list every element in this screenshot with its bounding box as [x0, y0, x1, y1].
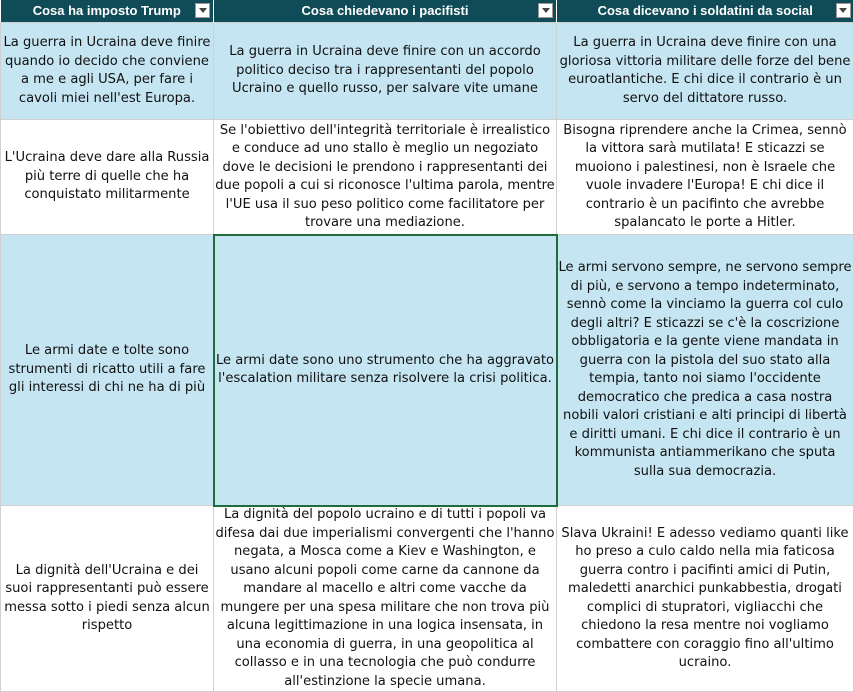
filter-dropdown-button[interactable] — [836, 3, 851, 18]
table-row — [1, 235, 853, 506]
cell-trump[interactable]: La dignità dell'Ucraina e dei suoi rappresentanti può essere messa sotto i piedi senza alcun rispetto — [1, 506, 214, 692]
cell-trump[interactable]: L'Ucraina deve dare alla Russia più terre di quelle che ha conquistato militarmente — [1, 120, 214, 235]
column-header-label: Cosa chiedevano i pacifisti — [302, 0, 469, 22]
cell-trump[interactable]: La guerra in Ucraina deve finire quando io decido che conviene a me e agli USA, per fare i cavoli miei nell'est Europa. — [1, 23, 214, 120]
cell-pacifisti[interactable]: La dignità del popolo ucraino e di tutti i popoli va difesa dai due imperialismi convergenti che l'hanno negata, a Mosca come a Kiev e Washington, e usano alcuni popoli come carne da cannone da mandare al macello e altri come vacche da mungere per una spesa militare che non trova più alcuna legittimazione in una logica insensata, in una economia di guerra, in una geopolitica al collasso e in una tecnologia che può condurre all'estinzione la specie umana. — [214, 506, 557, 692]
column-header-trump[interactable] — [1, 0, 214, 23]
header-row — [1, 0, 853, 23]
table-row — [1, 23, 853, 120]
cell-pacifisti[interactable]: La guerra in Ucraina deve finire con un accordo politico deciso tra i rappresentanti del popolo Ucraino e quello russo, per salvare vite umane — [214, 23, 557, 120]
cell-trump[interactable]: Le armi date e tolte sono strumenti di ricatto utili a fare gli interessi di chi ne ha di più — [1, 235, 214, 506]
column-header-label: Cosa dicevano i soldatini da social — [598, 0, 813, 22]
cell-pacifisti-selected[interactable]: Le armi date sono uno strumento che ha aggravato l'escalation militare senza risolvere la crisi politica. — [214, 235, 557, 506]
cell-soldatini[interactable]: Le armi servono sempre, ne servono sempre di più, e servono a tempo indeterminato, sennò come la vinciamo la guerra col culo degli altri? E sticazzi se c'è la coscrizione obbligatoria e la gente viene mandata in guerra con la pistola del suo stato alla tempia, tanto noi siamo l'occidente democratico che predica a casa nostra nobili valori cristiani e alti principi di libertà e diritti umani. E chi dice il contrario è un kommunista antiammerikano che sputa sulla sua democrazia. — [557, 235, 853, 506]
chevron-down-icon — [199, 8, 207, 13]
chevron-down-icon — [542, 8, 550, 13]
filter-dropdown-button[interactable] — [538, 3, 553, 18]
filter-dropdown-button[interactable] — [195, 3, 210, 18]
cell-soldatini[interactable]: Bisogna riprendere anche la Crimea, sennò la vittora sarà mutilata! E sticazzi se muoiono i palestinesi, non è Israele che vuole invadere l'Europa! E chi dice il contrario è un pacifinto che avrebbe spalancato le porte a Hitler. — [557, 120, 853, 235]
chevron-down-icon — [839, 8, 847, 13]
cell-soldatini[interactable]: La guerra in Ucraina deve finire con una gloriosa vittoria militare delle forze del bene euroatlantiche. E chi dice il contrario è un servo del dittatore russo. — [557, 23, 853, 120]
column-header-soldatini[interactable] — [557, 0, 853, 23]
cell-soldatini[interactable]: Slava Ukraini! E adesso vediamo quanti like ho preso a culo caldo nella mia faticosa guerra contro i pacifinti amici di Putin, maledetti anarchici punkabbestia, drogati complici di stupratori, vigliacchi che chiedono la resa mentre noi vogliamo combattere con coraggio fino all'ultimo ucraino. — [557, 506, 853, 692]
column-header-label: Cosa ha imposto Trump — [33, 0, 181, 22]
cell-pacifisti[interactable]: Se l'obiettivo dell'integrità territoriale è irrealistico e conduce ad uno stallo è meglio un negoziato dove le decisioni le prendono i rappresentanti dei due popoli a cui si riconosce l'ultima parola, mentre l'UE usa il suo peso politico come facilitatore per trovare una mediazione. — [214, 120, 557, 235]
table-row — [1, 120, 853, 235]
table-row — [1, 506, 853, 692]
column-header-pacifisti[interactable] — [214, 0, 557, 23]
